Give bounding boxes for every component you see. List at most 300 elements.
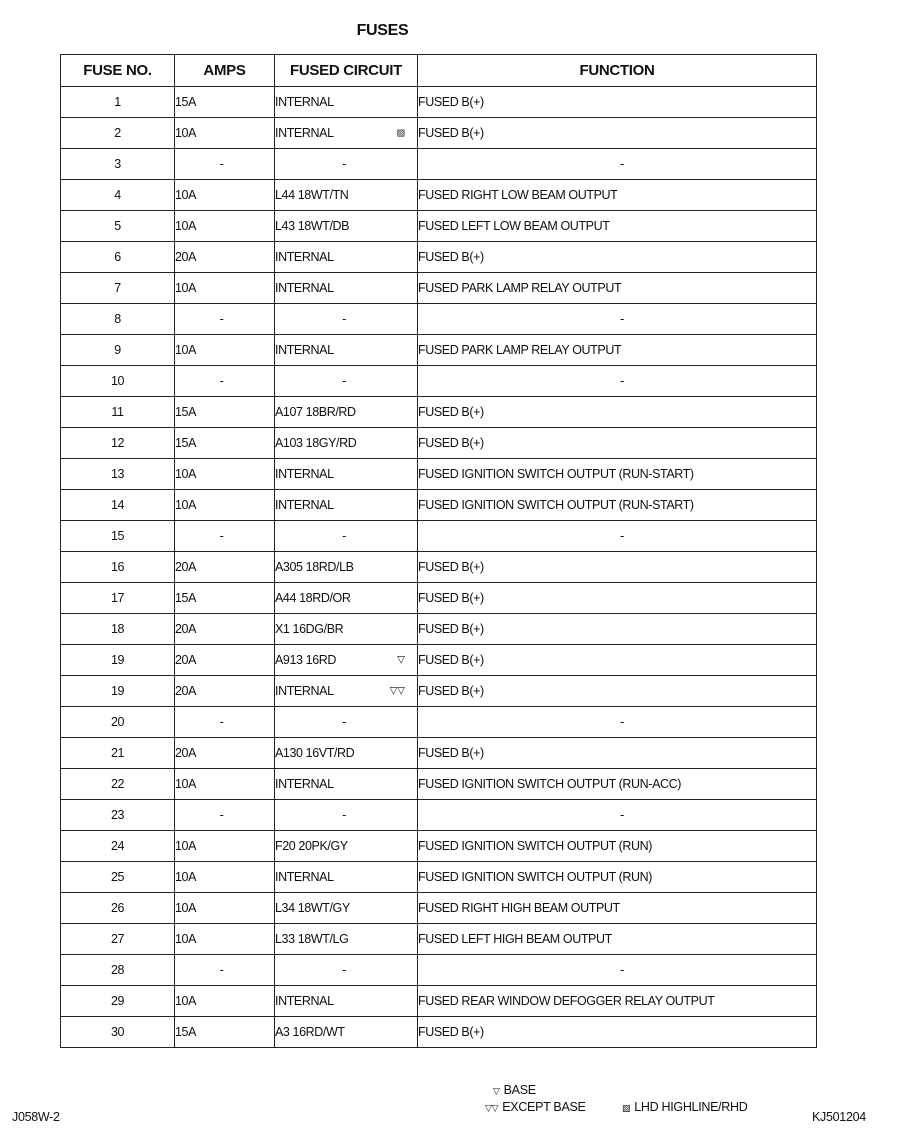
cell-fuse-no-text: 29 [110, 994, 125, 1008]
cell-amps-text: 10A [175, 498, 197, 512]
cell-fused-circuit-text: X1 16DG/BR [275, 622, 344, 636]
cell-amps [175, 676, 275, 707]
legend-except-base [485, 1100, 586, 1114]
cell-fuse-no [61, 707, 175, 738]
cell-function [418, 769, 817, 800]
legend-lhd [622, 1100, 748, 1114]
table-row [61, 118, 817, 149]
table-row [61, 149, 817, 180]
cell-fused-circuit-text: - [342, 808, 346, 822]
table-row [61, 583, 817, 614]
cell-function [418, 366, 817, 397]
cell-fused-circuit-text: A107 18BR/RD [275, 405, 356, 419]
cell-fuse-no-text: 22 [110, 777, 125, 791]
cell-fused-circuit-text: A3 16RD/WT [275, 1025, 345, 1039]
cell-fused-circuit [275, 335, 418, 366]
cell-amps-text: - [219, 963, 224, 977]
table-row [61, 366, 817, 397]
cell-fused-circuit-text: INTERNAL [275, 994, 334, 1008]
table-row [61, 273, 817, 304]
figure-code-left: J058W-2 [12, 1110, 60, 1124]
cell-fused-circuit [275, 87, 418, 118]
cell-fuse-no-text: 2 [114, 126, 121, 140]
cell-amps-text: - [219, 157, 224, 171]
cell-amps [175, 428, 275, 459]
cell-fuse-no [61, 924, 175, 955]
cell-fuse-no-text: 11 [111, 405, 124, 419]
cell-fuse-no-text: 3 [114, 157, 121, 171]
cell-function-text: FUSED B(+) [418, 95, 484, 109]
cell-fused-circuit-text: A103 18GY/RD [275, 436, 357, 450]
table-row [61, 552, 817, 583]
cell-function-text: FUSED B(+) [418, 622, 484, 636]
cell-amps [175, 335, 275, 366]
cell-fused-circuit-text: A130 16VT/RD [275, 746, 355, 760]
cell-function-text: FUSED B(+) [418, 436, 484, 450]
cell-fused-circuit-text: - [342, 312, 346, 326]
cell-amps-text: - [219, 529, 224, 543]
cell-fused-circuit [275, 800, 418, 831]
cell-amps-text: 20A [175, 746, 197, 760]
cell-function [418, 118, 817, 149]
cell-amps [175, 955, 275, 986]
cell-fuse-no-text: 4 [114, 188, 121, 202]
cell-function [418, 273, 817, 304]
cell-fuse-no [61, 800, 175, 831]
hatched-square-icon: ▨ [622, 1103, 631, 1113]
cell-function [418, 490, 817, 521]
cell-fused-circuit-text: L33 18WT/LG [275, 932, 349, 946]
cell-amps-text: 10A [175, 343, 197, 357]
cell-fuse-no [61, 986, 175, 1017]
cell-amps-text: 10A [175, 994, 197, 1008]
cell-amps-text: - [219, 808, 224, 822]
cell-fuse-no [61, 831, 175, 862]
cell-fused-circuit-text: INTERNAL [275, 870, 334, 884]
cell-function-text: FUSED LEFT HIGH BEAM OUTPUT [418, 932, 612, 946]
cell-fuse-no [61, 614, 175, 645]
table-row [61, 180, 817, 211]
cell-amps [175, 707, 275, 738]
cell-function [418, 552, 817, 583]
cell-fused-circuit-text: INTERNAL [275, 281, 334, 295]
cell-fuse-no [61, 955, 175, 986]
cell-fused-circuit [275, 645, 418, 676]
cell-fused-circuit [275, 180, 418, 211]
table-row [61, 521, 817, 552]
cell-amps-text: - [219, 374, 224, 388]
cell-function-text: FUSED IGNITION SWITCH OUTPUT (RUN-START) [418, 467, 694, 481]
cell-function-text: FUSED B(+) [418, 250, 484, 264]
cell-fuse-no [61, 459, 175, 490]
table-row [61, 645, 817, 676]
cell-amps-text: 15A [175, 1025, 197, 1039]
cell-fused-circuit-text: INTERNAL [275, 95, 334, 109]
cell-fuse-no-text: 8 [114, 312, 121, 326]
cell-fuse-no-text: 10 [110, 374, 125, 388]
cell-amps-text: 10A [175, 777, 197, 791]
cell-fused-circuit [275, 273, 418, 304]
cell-fused-circuit [275, 614, 418, 645]
cell-function-text: - [620, 963, 624, 977]
triangle-icon: ▽▽ [389, 685, 405, 697]
cell-function [418, 893, 817, 924]
cell-function [418, 1017, 817, 1048]
cell-amps [175, 862, 275, 893]
cell-amps [175, 521, 275, 552]
page-title: FUSES [356, 22, 409, 39]
cell-amps-text: - [219, 312, 224, 326]
table-header-row [61, 55, 817, 87]
cell-fused-circuit-text: - [342, 963, 346, 977]
cell-function [418, 738, 817, 769]
cell-fuse-no-text: 16 [110, 560, 125, 574]
cell-fused-circuit-text: F20 20PK/GY [275, 839, 348, 853]
table-row [61, 676, 817, 707]
cell-fused-circuit-text: A44 18RD/OR [275, 591, 351, 605]
table-row [61, 738, 817, 769]
cell-amps-text: 10A [175, 467, 197, 481]
cell-fuse-no [61, 583, 175, 614]
cell-fused-circuit [275, 707, 418, 738]
table-row [61, 707, 817, 738]
cell-amps [175, 149, 275, 180]
cell-fused-circuit [275, 986, 418, 1017]
cell-fuse-no-text: 20 [110, 715, 125, 729]
cell-function [418, 459, 817, 490]
header-fused-circuit: FUSED CIRCUIT [275, 55, 418, 87]
cell-fuse-no [61, 862, 175, 893]
cell-fused-circuit-text: L43 18WT/DB [275, 219, 350, 233]
cell-amps [175, 583, 275, 614]
cell-amps [175, 769, 275, 800]
cell-function [418, 862, 817, 893]
cell-amps-text: 20A [175, 622, 197, 636]
cell-fuse-no-text: 19 [110, 653, 125, 667]
cell-function-text: FUSED IGNITION SWITCH OUTPUT (RUN) [418, 870, 653, 884]
cell-fused-circuit-text: INTERNAL [275, 498, 334, 512]
cell-function [418, 645, 817, 676]
cell-fuse-no-text: 17 [110, 591, 125, 605]
cell-fused-circuit-text: INTERNAL [275, 250, 334, 264]
cell-fused-circuit [275, 304, 418, 335]
table-row [61, 862, 817, 893]
cell-fused-circuit [275, 149, 418, 180]
cell-amps-text: 10A [175, 839, 197, 853]
cell-fuse-no-text: 9 [114, 343, 121, 357]
cell-function-text: FUSED B(+) [418, 126, 484, 140]
cell-fuse-no [61, 304, 175, 335]
cell-amps [175, 738, 275, 769]
cell-fuse-no [61, 893, 175, 924]
table-row [61, 428, 817, 459]
cell-fuse-no [61, 428, 175, 459]
cell-fused-circuit-text: - [342, 374, 346, 388]
cell-amps-text: 10A [175, 901, 197, 915]
cell-fused-circuit [275, 428, 418, 459]
cell-fuse-no [61, 490, 175, 521]
cell-fused-circuit-text: INTERNAL [275, 684, 334, 698]
cell-fused-circuit-text: INTERNAL [275, 343, 334, 357]
cell-fuse-no [61, 738, 175, 769]
cell-amps-text: 10A [175, 219, 197, 233]
table-row [61, 955, 817, 986]
cell-fused-circuit-text: L34 18WT/GY [275, 901, 350, 915]
table-row [61, 831, 817, 862]
fuses-table-body [61, 87, 817, 1048]
cell-fuse-no [61, 552, 175, 583]
cell-amps [175, 490, 275, 521]
figure-code-right: KJ501204 [812, 1110, 866, 1124]
cell-fused-circuit-text: - [342, 529, 346, 543]
cell-fuse-no-text: 12 [110, 436, 125, 450]
cell-fuse-no-text: 1 [114, 95, 121, 109]
cell-amps [175, 924, 275, 955]
cell-function [418, 180, 817, 211]
cell-amps [175, 893, 275, 924]
cell-fuse-no-text: 26 [110, 901, 125, 915]
cell-fused-circuit-text: - [342, 157, 346, 171]
cell-fuse-no-text: 15 [110, 529, 125, 543]
table-row [61, 769, 817, 800]
cell-function-text: FUSED IGNITION SWITCH OUTPUT (RUN-ACC) [418, 777, 682, 791]
cell-amps-text: 20A [175, 653, 197, 667]
legend-lhd-label: LHD HIGHLINE/RHD [634, 1100, 748, 1114]
cell-function-text: - [620, 312, 624, 326]
cell-fused-circuit [275, 676, 418, 707]
cell-function [418, 676, 817, 707]
cell-amps [175, 831, 275, 862]
cell-fuse-no-text: 28 [110, 963, 125, 977]
cell-function [418, 986, 817, 1017]
cell-function [418, 831, 817, 862]
cell-fuse-no [61, 242, 175, 273]
table-row [61, 924, 817, 955]
cell-fused-circuit [275, 552, 418, 583]
cell-fused-circuit [275, 459, 418, 490]
cell-function [418, 211, 817, 242]
cell-function-text: FUSED RIGHT LOW BEAM OUTPUT [418, 188, 618, 202]
cell-function [418, 242, 817, 273]
cell-function [418, 397, 817, 428]
cell-amps-text: 15A [175, 95, 197, 109]
cell-amps [175, 304, 275, 335]
cell-amps [175, 273, 275, 304]
cell-fuse-no-text: 14 [110, 498, 125, 512]
cell-fused-circuit [275, 831, 418, 862]
cell-function [418, 87, 817, 118]
cell-fuse-no [61, 366, 175, 397]
cell-fuse-no [61, 521, 175, 552]
cell-amps [175, 118, 275, 149]
cell-amps [175, 614, 275, 645]
cell-fused-circuit-text: L44 18WT/TN [275, 188, 349, 202]
cell-fuse-no-text: 21 [110, 746, 125, 760]
cell-amps [175, 800, 275, 831]
cell-fused-circuit [275, 738, 418, 769]
legend-except-base-label: EXCEPT BASE [502, 1100, 586, 1114]
cell-fused-circuit [275, 1017, 418, 1048]
cell-amps [175, 986, 275, 1017]
cell-fused-circuit [275, 242, 418, 273]
table-row [61, 304, 817, 335]
cell-function-text: - [620, 529, 624, 543]
header-fuse-no: FUSE NO. [61, 55, 175, 87]
cell-function [418, 614, 817, 645]
cell-amps [175, 180, 275, 211]
table-row [61, 459, 817, 490]
header-function: FUNCTION [418, 55, 817, 87]
cell-fuse-no [61, 769, 175, 800]
cell-fuse-no [61, 397, 175, 428]
cell-fused-circuit-text: INTERNAL [275, 467, 334, 481]
cell-fused-circuit-text: A913 16RD [275, 653, 337, 667]
table-row [61, 242, 817, 273]
triangle-icon: ▽ [397, 654, 405, 666]
cell-fused-circuit [275, 397, 418, 428]
cell-fused-circuit [275, 862, 418, 893]
table-row [61, 211, 817, 242]
cell-amps-text: 15A [175, 405, 197, 419]
cell-function [418, 955, 817, 986]
table-row [61, 397, 817, 428]
table-row [61, 986, 817, 1017]
cell-function [418, 304, 817, 335]
cell-function [418, 335, 817, 366]
cell-amps-text: 10A [175, 188, 197, 202]
cell-function-text: FUSED PARK LAMP RELAY OUTPUT [418, 343, 622, 357]
cell-function-text: FUSED IGNITION SWITCH OUTPUT (RUN-START) [418, 498, 694, 512]
cell-fuse-no-text: 5 [114, 219, 121, 233]
cell-fused-circuit [275, 490, 418, 521]
cell-fused-circuit-text: A305 18RD/LB [275, 560, 354, 574]
cell-function [418, 149, 817, 180]
cell-function [418, 428, 817, 459]
table-row [61, 1017, 817, 1048]
cell-amps-text: 20A [175, 250, 197, 264]
cell-amps [175, 366, 275, 397]
cell-fused-circuit-text: INTERNAL [275, 777, 334, 791]
cell-fuse-no-text: 13 [110, 467, 125, 481]
cell-fuse-no-text: 25 [110, 870, 125, 884]
cell-amps [175, 1017, 275, 1048]
cell-fuse-no [61, 149, 175, 180]
cell-fuse-no-text: 7 [114, 281, 121, 295]
hatched-square-icon: ▨ [396, 127, 405, 138]
cell-function-text: FUSED B(+) [418, 653, 484, 667]
cell-function-text: - [620, 808, 624, 822]
legend-base [493, 1083, 536, 1097]
cell-amps [175, 211, 275, 242]
double-triangle-icon: ▽▽ [485, 1103, 499, 1113]
cell-function-text: FUSED REAR WINDOW DEFOGGER RELAY OUTPUT [418, 994, 715, 1008]
header-amps: AMPS [175, 55, 275, 87]
cell-amps [175, 459, 275, 490]
cell-function [418, 800, 817, 831]
cell-function-text: - [620, 374, 624, 388]
cell-amps-text: 15A [175, 436, 197, 450]
cell-function-text: FUSED RIGHT HIGH BEAM OUTPUT [418, 901, 620, 915]
cell-fuse-no [61, 676, 175, 707]
cell-function-text: FUSED B(+) [418, 560, 484, 574]
cell-fused-circuit [275, 118, 418, 149]
cell-amps-text: 10A [175, 281, 197, 295]
cell-fuse-no-text: 30 [110, 1025, 125, 1039]
cell-amps [175, 645, 275, 676]
triangle-icon: ▽ [493, 1086, 500, 1096]
cell-function-text: FUSED LEFT LOW BEAM OUTPUT [418, 219, 610, 233]
cell-function-text: FUSED B(+) [418, 405, 484, 419]
cell-fuse-no-text: 27 [110, 932, 125, 946]
cell-function-text: FUSED B(+) [418, 746, 484, 760]
cell-function-text: FUSED IGNITION SWITCH OUTPUT (RUN) [418, 839, 653, 853]
cell-fuse-no [61, 335, 175, 366]
cell-amps-text: 10A [175, 126, 197, 140]
cell-function [418, 707, 817, 738]
cell-fused-circuit-text: INTERNAL [275, 126, 334, 140]
cell-amps-text: 10A [175, 932, 197, 946]
cell-fused-circuit [275, 924, 418, 955]
cell-function-text: - [620, 157, 624, 171]
table-row [61, 614, 817, 645]
cell-function-text: FUSED B(+) [418, 591, 484, 605]
table-row [61, 893, 817, 924]
cell-fuse-no [61, 273, 175, 304]
table-row [61, 335, 817, 366]
table-row [61, 490, 817, 521]
cell-fuse-no [61, 118, 175, 149]
cell-function [418, 924, 817, 955]
cell-function-text: FUSED B(+) [418, 684, 484, 698]
cell-fuse-no-text: 6 [114, 250, 121, 264]
cell-function [418, 583, 817, 614]
cell-fuse-no [61, 1017, 175, 1048]
cell-amps-text: 15A [175, 591, 197, 605]
cell-fuse-no-text: 19 [110, 684, 125, 698]
cell-fused-circuit [275, 955, 418, 986]
cell-fuse-no-text: 24 [110, 839, 125, 853]
cell-fused-circuit [275, 583, 418, 614]
fuses-table [60, 54, 817, 1048]
cell-amps [175, 552, 275, 583]
cell-fused-circuit [275, 769, 418, 800]
cell-fused-circuit [275, 521, 418, 552]
cell-amps-text: 20A [175, 684, 197, 698]
cell-fused-circuit [275, 893, 418, 924]
cell-amps [175, 87, 275, 118]
cell-fuse-no [61, 180, 175, 211]
cell-fuse-no-text: 18 [110, 622, 125, 636]
cell-function-text: - [620, 715, 624, 729]
cell-fuse-no [61, 211, 175, 242]
cell-function-text: FUSED B(+) [418, 1025, 484, 1039]
cell-fused-circuit [275, 211, 418, 242]
cell-amps-text: 20A [175, 560, 197, 574]
cell-amps-text: 10A [175, 870, 197, 884]
cell-fused-circuit-text: - [342, 715, 346, 729]
cell-function [418, 521, 817, 552]
cell-fuse-no-text: 23 [110, 808, 125, 822]
cell-amps [175, 242, 275, 273]
table-row [61, 800, 817, 831]
cell-amps-text: - [219, 715, 224, 729]
cell-function-text: FUSED PARK LAMP RELAY OUTPUT [418, 281, 622, 295]
cell-fused-circuit [275, 366, 418, 397]
cell-fuse-no [61, 87, 175, 118]
legend-base-label: BASE [503, 1083, 536, 1097]
table-row [61, 87, 817, 118]
cell-amps [175, 397, 275, 428]
